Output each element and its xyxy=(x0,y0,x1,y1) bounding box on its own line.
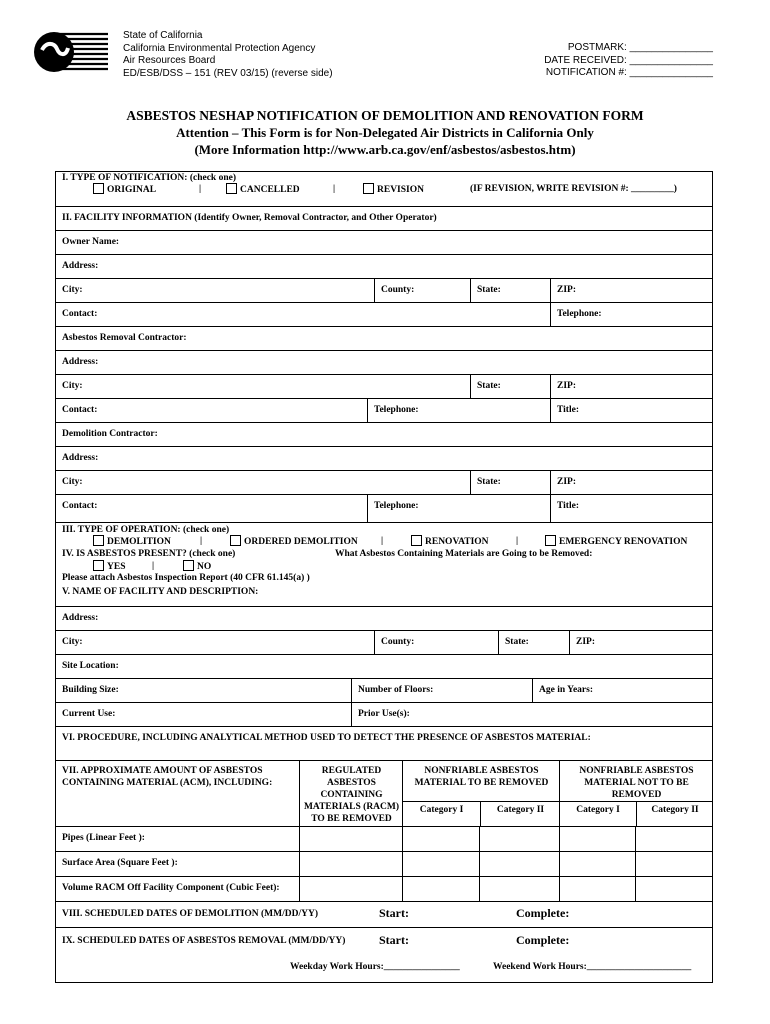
inspection-report-note: Please attach Asbestos Inspection Report (40 CFR 61.145(a) ) xyxy=(62,573,310,583)
volume-nf-not-removed-cat1-cell[interactable] xyxy=(559,877,635,902)
city-label[interactable]: City: xyxy=(62,637,83,647)
address-label: Address: xyxy=(62,357,99,367)
surface-nf-removed-cat2-cell[interactable] xyxy=(479,852,559,877)
removal-start-field[interactable]: Start: xyxy=(379,933,409,947)
section-3-title: III. TYPE OF OPERATION: (check one) xyxy=(62,525,230,535)
nonfriable-not-removed-column xyxy=(559,761,712,827)
surface-racm-cell[interactable] xyxy=(299,852,402,877)
asbestos-yes-option[interactable] xyxy=(93,560,125,572)
county-cell[interactable] xyxy=(374,279,470,303)
telephone-label: Telephone: xyxy=(557,309,602,319)
zip-label: ZIP: xyxy=(557,285,576,295)
telephone-label: Telephone: xyxy=(374,405,419,415)
yes-checkbox[interactable] xyxy=(93,560,104,571)
racm-column xyxy=(299,761,402,827)
category-1-header: Category I xyxy=(419,805,464,815)
racm-header: REGULATED ASBESTOS CONTAINING MATERIALS (RACM) TO BE REMOVED xyxy=(303,766,400,824)
section-5-title: V. NAME OF FACILITY AND DESCRIPTION: xyxy=(62,587,259,597)
age-label: Age in Years: xyxy=(539,685,593,695)
title-cell[interactable] xyxy=(550,495,712,523)
category-1-header: Category I xyxy=(576,805,620,815)
nonfriable-not-removed-header: NONFRIABLE ASBESTOS MATERIAL NOT TO BE REMOVED xyxy=(579,766,694,800)
surface-nf-removed-cat1-cell[interactable] xyxy=(402,852,479,877)
site-location-row[interactable] xyxy=(56,654,712,679)
pipes-nf-not-removed-cat2-cell[interactable] xyxy=(635,827,712,852)
demolition-option[interactable] xyxy=(93,535,171,547)
weekday-hours-field[interactable]: Weekday Work Hours:________________ xyxy=(290,962,460,972)
separator: | xyxy=(199,184,202,194)
renovation-option[interactable] xyxy=(411,535,489,547)
age-cell[interactable] xyxy=(532,679,712,703)
state-label: State: xyxy=(477,285,501,295)
emergency-renovation-option[interactable] xyxy=(545,535,687,547)
ordered-demolition-label: ORDERED DEMOLITION xyxy=(244,537,358,547)
zip-cell[interactable] xyxy=(550,279,712,303)
zip-cell[interactable] xyxy=(550,471,712,495)
address-label: Address: xyxy=(62,453,99,463)
demolition-contractor-row[interactable] xyxy=(56,422,712,447)
header-line: State of California xyxy=(123,30,203,41)
pipes-racm-cell[interactable] xyxy=(299,827,402,852)
header-line: Air Resources Board xyxy=(123,55,216,66)
state-cell[interactable] xyxy=(470,279,550,303)
facility-city-row xyxy=(56,630,712,655)
form-attention: Attention – This Form is for Non-Delegated Air Districts in California Only xyxy=(176,125,594,140)
section-8-title: VIII. SCHEDULED DATES OF DEMOLITION (MM/DD/YY) xyxy=(62,909,318,919)
city-label[interactable]: City: xyxy=(62,477,83,487)
section-2-header xyxy=(56,206,712,231)
demolition-contractor-label: Demolition Contractor: xyxy=(62,429,158,439)
separator: | xyxy=(381,536,384,546)
category-2-header: Category II xyxy=(651,805,699,815)
floors-cell[interactable] xyxy=(351,679,532,703)
current-use-label[interactable]: Current Use: xyxy=(62,709,116,719)
telephone-cell[interactable] xyxy=(550,303,712,327)
building-size-label[interactable]: Building Size: xyxy=(62,685,119,695)
county-label: County: xyxy=(381,637,415,647)
telephone-cell[interactable] xyxy=(367,399,550,423)
zip-label: ZIP: xyxy=(557,477,576,487)
separator: | xyxy=(516,536,519,546)
prior-use-cell[interactable] xyxy=(351,703,712,727)
state-cell[interactable] xyxy=(470,471,550,495)
arb-logo xyxy=(30,30,110,74)
section-1-title: I. TYPE OF NOTIFICATION: (check one) xyxy=(62,173,236,183)
demolition-complete-field[interactable]: Complete: xyxy=(516,906,570,920)
zip-label: ZIP: xyxy=(557,381,576,391)
section-2-title: II. FACILITY INFORMATION (Identify Owner, Removal Contractor, and Other Operator) xyxy=(62,213,437,223)
procedure-row[interactable] xyxy=(56,726,712,761)
renovation-label: RENOVATION xyxy=(425,537,489,547)
state-cell[interactable] xyxy=(498,631,569,655)
owner-name-row[interactable] xyxy=(56,230,712,255)
volume-racm-cell[interactable] xyxy=(299,877,402,902)
building-row xyxy=(56,678,712,703)
surface-nf-not-removed-cat1-cell[interactable] xyxy=(559,852,635,877)
surface-area-row xyxy=(56,851,712,877)
original-label: ORIGINAL xyxy=(107,185,157,195)
pipes-nf-removed-cat1-cell[interactable] xyxy=(402,827,479,852)
county-label: County: xyxy=(381,285,415,295)
pipes-label: Pipes (Linear Feet ): xyxy=(62,833,145,843)
date-received-field: DATE RECEIVED: _______________ xyxy=(544,54,713,66)
owner-city-row xyxy=(56,278,712,303)
header-office-use xyxy=(544,42,713,80)
use-row xyxy=(56,702,712,727)
separator: | xyxy=(200,536,203,546)
revision-label: REVISION xyxy=(377,185,424,195)
floors-label: Number of Floors: xyxy=(358,685,434,695)
contact-label[interactable]: Contact: xyxy=(62,309,98,319)
cancelled-label: CANCELLED xyxy=(240,185,300,195)
telephone-label: Telephone: xyxy=(374,501,419,511)
removal-contractor-row[interactable] xyxy=(56,326,712,351)
demolition-dates-row xyxy=(56,901,712,928)
renovation-checkbox[interactable] xyxy=(411,535,422,546)
removal-dates-row xyxy=(56,927,712,983)
section-6-title: VI. PROCEDURE, INCLUDING ANALYTICAL METHOD USED TO DETECT THE PRESENCE OF ASBESTOS MATERIAL: xyxy=(62,733,591,743)
city-label[interactable]: City: xyxy=(62,285,83,295)
ordered-demolition-checkbox[interactable] xyxy=(230,535,241,546)
materials-removed-field[interactable]: What Asbestos Containing Materials are Going to be Removed: xyxy=(335,549,593,559)
yes-label: YES xyxy=(107,562,126,572)
removal-address-row[interactable] xyxy=(56,350,712,375)
header-line: California Environmental Protection Agency xyxy=(123,42,316,54)
revision-number-field[interactable]: (IF REVISION, WRITE REVISION #: _________) xyxy=(470,184,677,194)
volume-label: Volume RACM Off Facility Component (Cubic Feet): xyxy=(62,883,280,893)
title-label: Title: xyxy=(557,501,579,511)
volume-nf-removed-cat1-cell[interactable] xyxy=(402,877,479,902)
pipes-row xyxy=(56,826,712,852)
contact-label[interactable]: Contact: xyxy=(62,501,98,511)
state-label: State: xyxy=(477,381,501,391)
title-label: Title: xyxy=(557,405,579,415)
telephone-cell[interactable] xyxy=(367,495,550,523)
nonfriable-removed-header: NONFRIABLE ASBESTOS MATERIAL TO BE REMOVED xyxy=(414,766,549,788)
removal-contractor-label: Asbestos Removal Contractor: xyxy=(62,333,187,343)
emergency-renovation-checkbox[interactable] xyxy=(545,535,556,546)
cancelled-checkbox[interactable] xyxy=(226,183,237,194)
surface-area-label: Surface Area (Square Feet ): xyxy=(62,858,178,868)
title-cell[interactable] xyxy=(550,399,712,423)
owner-contact-row xyxy=(56,302,712,327)
header-line: ED/ESB/DSS – 151 (REV 03/15) (reverse side) xyxy=(123,67,333,79)
volume-row xyxy=(56,876,712,902)
volume-nf-removed-cat2-cell[interactable] xyxy=(479,877,559,902)
ordered-demolition-option[interactable] xyxy=(230,535,358,547)
removal-complete-field[interactable]: Complete: xyxy=(516,933,570,947)
owner-name-label: Owner Name: xyxy=(62,237,120,247)
nonfriable-removed-column xyxy=(402,761,559,827)
owner-address-row[interactable] xyxy=(56,254,712,279)
pipes-nf-not-removed-cat1-cell[interactable] xyxy=(559,827,635,852)
volume-nf-not-removed-cat2-cell[interactable] xyxy=(635,877,712,902)
demolition-start-field[interactable]: Start: xyxy=(379,906,409,920)
section-9-title: IX. SCHEDULED DATES OF ASBESTOS REMOVAL (MM/DD/YY) xyxy=(62,936,346,946)
city-label[interactable]: City: xyxy=(62,381,83,391)
address-label: Address: xyxy=(62,613,99,623)
section-5-header xyxy=(56,582,712,606)
contact-label[interactable]: Contact: xyxy=(62,405,98,415)
postmark-field: POSTMARK: _______________ xyxy=(567,42,713,53)
no-label: NO xyxy=(197,562,212,572)
section-4-title: IV. IS ASBESTOS PRESENT? (check one) xyxy=(62,549,236,559)
cancelled-option[interactable] xyxy=(226,183,300,195)
emergency-renovation-label: EMERGENCY RENOVATION xyxy=(559,537,688,547)
pipes-nf-removed-cat2-cell[interactable] xyxy=(479,827,559,852)
form-titles xyxy=(0,107,770,158)
category-2-header: Category II xyxy=(496,805,545,815)
original-option[interactable] xyxy=(93,183,156,195)
header-agency xyxy=(123,30,333,80)
removal-contact-row xyxy=(56,398,712,423)
prior-use-label: Prior Use(s): xyxy=(358,709,410,719)
surface-nf-not-removed-cat2-cell[interactable] xyxy=(635,852,712,877)
state-label: State: xyxy=(477,477,501,487)
zip-cell[interactable] xyxy=(569,631,712,655)
form-info-link: (More Information http://www.arb.ca.gov/enf/asbestos/asbestos.htm) xyxy=(194,142,576,157)
zip-label: ZIP: xyxy=(576,637,595,647)
facility-address-row[interactable] xyxy=(56,606,712,631)
demolition-checkbox[interactable] xyxy=(93,535,104,546)
notification-number-field: NOTIFICATION #: _______________ xyxy=(545,67,713,78)
address-label: Address: xyxy=(62,261,99,271)
separator: | xyxy=(152,561,155,571)
site-location-label: Site Location: xyxy=(62,661,119,671)
original-checkbox[interactable] xyxy=(93,183,104,194)
state-label: State: xyxy=(505,637,529,647)
section-7-title: VII. APPROXIMATE AMOUNT OF ASBESTOS CONTAINING MATERIAL (ACM), INCLUDING: xyxy=(62,766,273,788)
removal-city-row xyxy=(56,374,712,399)
state-cell[interactable] xyxy=(470,375,550,399)
acm-header-row xyxy=(56,760,712,827)
revision-checkbox[interactable] xyxy=(363,183,374,194)
demolition-city-row xyxy=(56,470,712,495)
notification-form xyxy=(55,171,713,983)
zip-cell[interactable] xyxy=(550,375,712,399)
weekend-hours-field[interactable]: Weekend Work Hours:______________________ xyxy=(493,962,692,972)
demolition-label: DEMOLITION xyxy=(107,537,171,547)
county-cell[interactable] xyxy=(374,631,498,655)
demolition-contact-row xyxy=(56,494,712,523)
form-title: ASBESTOS NESHAP NOTIFICATION OF DEMOLITION AND RENOVATION FORM xyxy=(126,108,644,123)
no-checkbox[interactable] xyxy=(183,560,194,571)
separator: | xyxy=(333,184,336,194)
asbestos-no-option[interactable] xyxy=(183,560,211,572)
revision-option[interactable] xyxy=(363,183,424,195)
demolition-address-row[interactable] xyxy=(56,446,712,471)
operation-asbestos-row xyxy=(56,522,712,591)
